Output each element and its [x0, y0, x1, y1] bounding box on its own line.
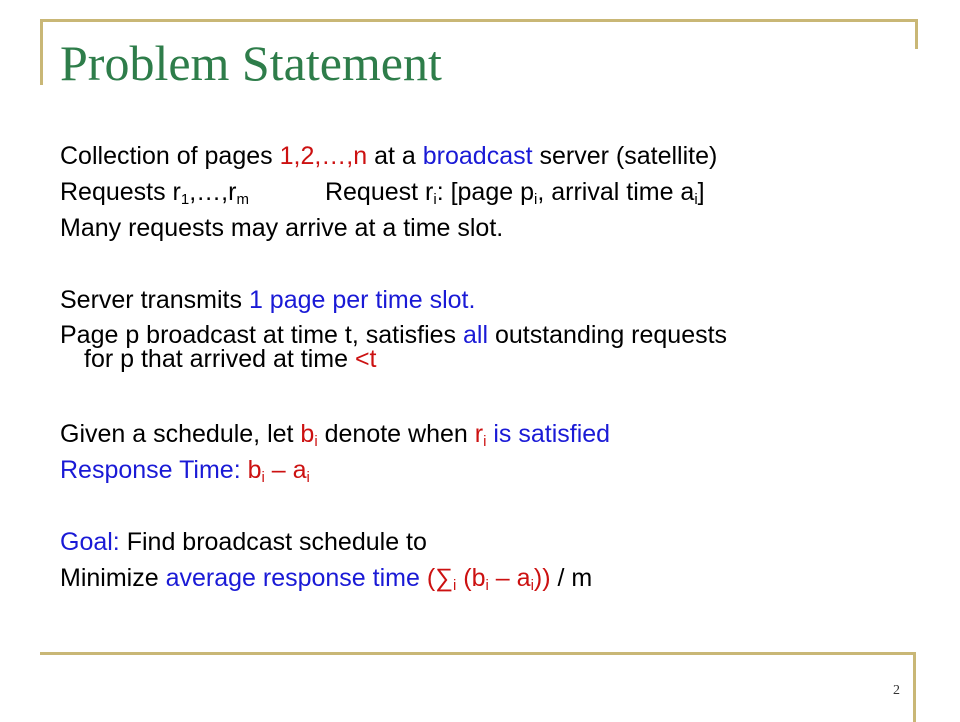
text-highlight: average response time — [165, 564, 420, 592]
text: / m — [550, 564, 593, 592]
line-response-time — [60, 452, 940, 488]
text: Requests r — [60, 178, 181, 206]
text-highlight: – a — [264, 456, 307, 484]
frame-bottom-right-rule — [913, 652, 916, 722]
text-highlight: broadcast — [422, 142, 533, 170]
line-many-requests: Many requests may arrive at a time slot. — [60, 214, 504, 242]
text: Page p broadcast at time t, satisfies — [60, 321, 463, 349]
formula: – a — [488, 564, 531, 592]
subscript: i — [485, 577, 489, 594]
frame-bottom-rule — [40, 652, 916, 655]
text-highlight: r — [474, 420, 484, 448]
subscript: i — [534, 191, 538, 208]
text: : [page p — [436, 178, 534, 206]
page-number: 2 — [893, 683, 900, 698]
subscript: i — [261, 469, 265, 486]
line-given-schedule — [60, 416, 940, 452]
frame-left-rule — [40, 19, 43, 85]
line-requests — [60, 174, 940, 210]
subscript: m — [236, 191, 249, 208]
text: Request r — [324, 178, 434, 206]
spacer — [60, 488, 940, 524]
text: ,…,r — [189, 178, 237, 206]
text: for p that arrived at time — [84, 345, 355, 373]
frame-right-rule — [915, 19, 918, 49]
subscript: i — [433, 191, 437, 208]
line-server-transmits — [60, 282, 940, 318]
subscript: i — [314, 433, 318, 450]
frame-top-rule — [40, 19, 918, 22]
text-highlight: b — [300, 420, 315, 448]
line-minimize — [60, 560, 940, 596]
formula: (b — [456, 564, 486, 592]
slide-title: Problem Statement — [60, 35, 442, 91]
text-highlight: Goal: — [60, 528, 120, 556]
text-highlight: all — [462, 321, 488, 349]
text: denote when — [317, 420, 475, 448]
text-highlight: Response Time: — [60, 456, 248, 484]
text: Server transmits — [60, 286, 249, 314]
slide-body — [60, 138, 940, 596]
text: Minimize — [60, 564, 166, 592]
text: , arrival time a — [537, 178, 695, 206]
spacer — [60, 380, 940, 416]
subscript: i — [530, 577, 534, 594]
text-highlight: is satisfied — [486, 420, 611, 448]
subscript: 1 — [180, 191, 190, 208]
text-highlight: 1,2,…,n — [279, 142, 368, 170]
text: at a — [367, 142, 423, 170]
text: Find broadcast schedule to — [119, 528, 427, 556]
text-highlight: b — [247, 456, 262, 484]
text: server (satellite) — [532, 142, 718, 170]
text-highlight: 1 page per time slot. — [248, 286, 476, 314]
text-highlight: <t — [354, 345, 377, 373]
subscript: i — [306, 469, 310, 486]
subscript: i — [694, 191, 698, 208]
line-page-broadcast — [60, 318, 940, 348]
subscript: i — [483, 433, 487, 450]
subscript: i — [452, 577, 457, 594]
formula: (∑ — [419, 564, 453, 592]
text: outstanding requests — [488, 321, 728, 349]
text: ] — [697, 178, 705, 206]
spacer — [60, 246, 940, 282]
line-page-broadcast-continued — [60, 345, 940, 380]
line-collection — [60, 138, 940, 174]
formula: )) — [533, 564, 551, 592]
text: Collection of pages — [60, 142, 280, 170]
line-goal — [60, 524, 940, 560]
text: Given a schedule, let — [60, 420, 301, 448]
